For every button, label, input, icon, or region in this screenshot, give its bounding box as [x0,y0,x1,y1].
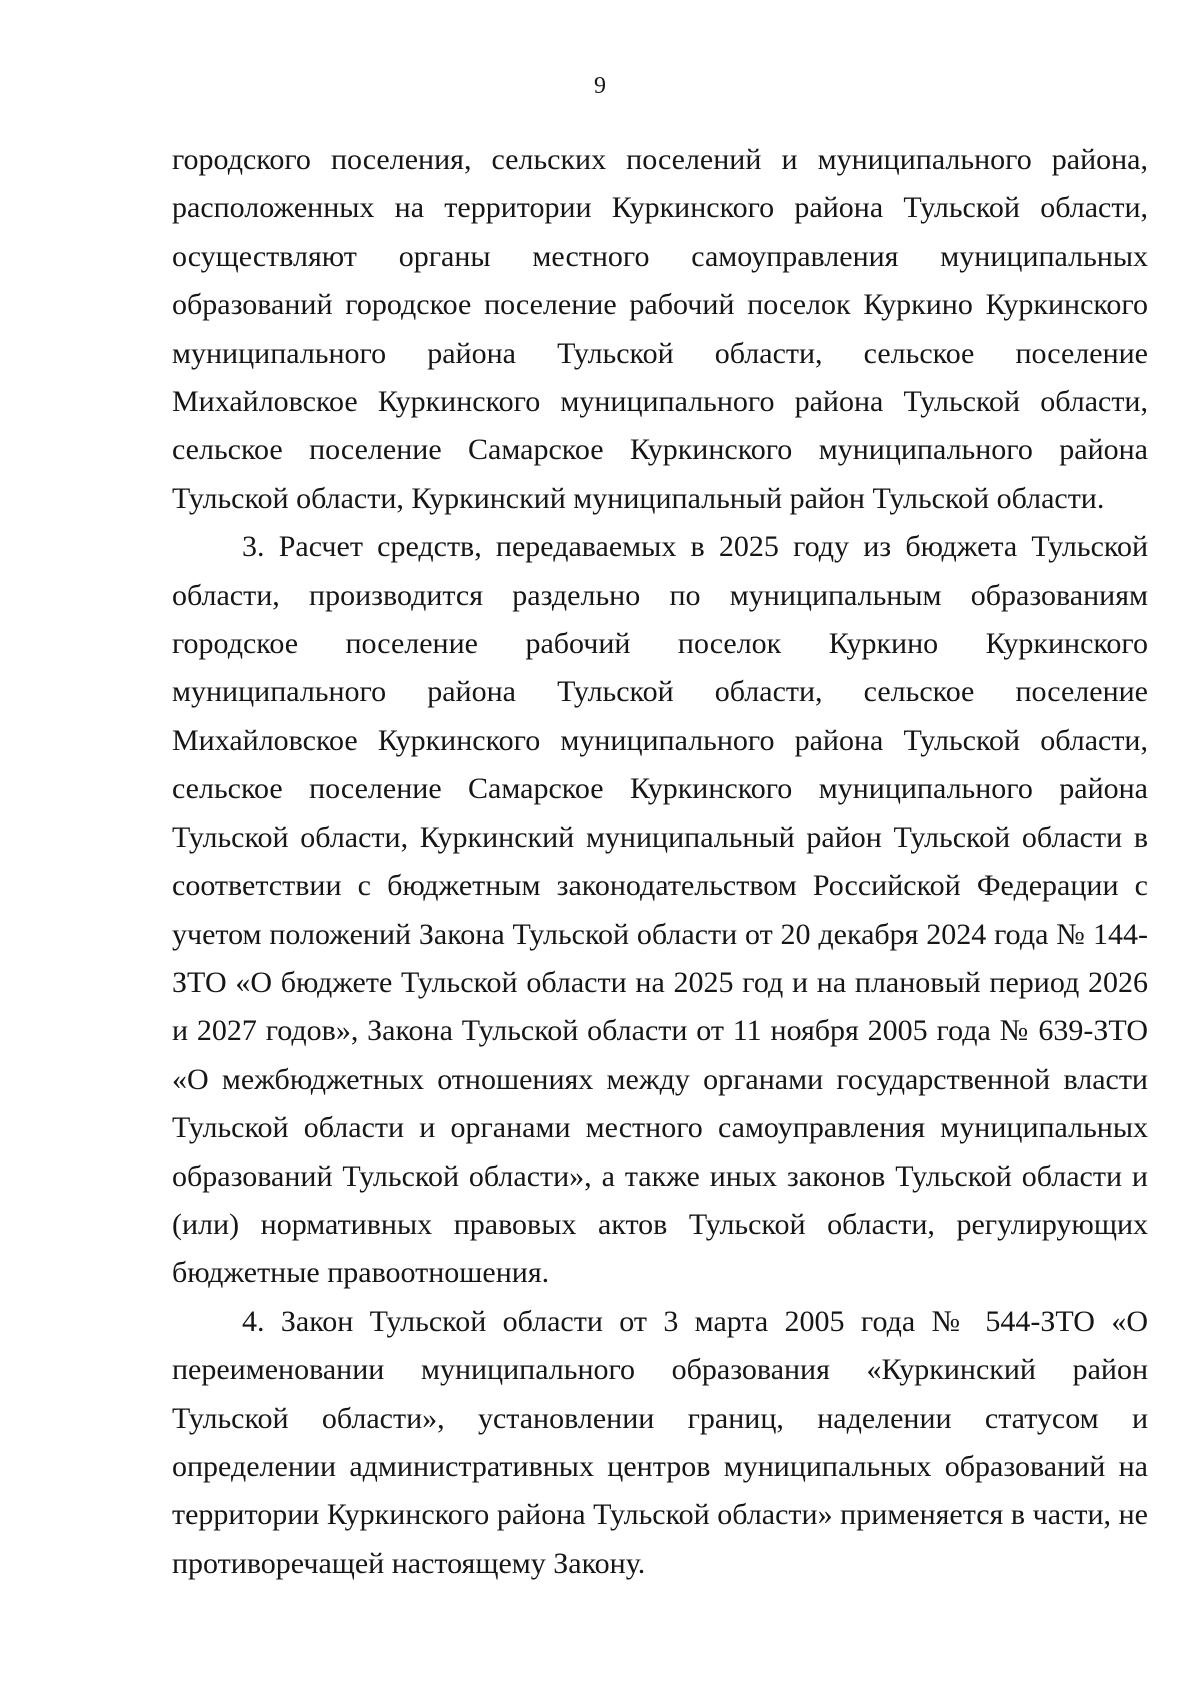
paragraph-continuation: городского поселения, сельских поселений и муниципального района, расположенных на территории Куркинского района Тульской области, осуществляют органы местного самоуправления муниципальных образований городское поселение рабочий поселок Куркино Куркинского муниципального района Тульской области, сельское поселение Михайловское Куркинского муниципального района Тульской области, сельское поселение Самарское Куркинского муниципального района Тульской области, Куркинский муниципальный район Тульской области. [172,143,1148,515]
paragraph-item-4: 4. Закон Тульской области от 3 марта 2005 года № 544-ЗТО «О переименовании муниципального образования «Куркинский район Тульской области», установлении границ, наделении статусом и определении административных центров муниципальных образований на территории Куркинского района Тульской области» применяется в части, не противоречащей настоящему Закону. [172,1304,1148,1580]
paragraph-item-3: 3. Расчет средств, передаваемых в 2025 году из бюджета Тульской области, производится раздельно по муниципальным образованиям городское поселение рабочий поселок Куркино Куркинского муниципального района Тульской области, сельское поселение Михайловское Куркинского муниципального района Тульской области, сельское поселение Самарское Куркинского муниципального района Тульской области, Куркинский муниципальный район Тульской области в соответствии с бюджетным законодательством Российской Федерации с учетом положений Закона Тульской области от 20 декабря 2024 года № 144-ЗТО «О бюджете Тульской области на 2025 год и на плановый период 2026 и 2027 годов», Закона Тульской области от 11 ноября 2005 года № 639-ЗТО «О межбюджетных отношениях между органами государственной власти Тульской области и органами местного самоуправления муниципальных образований Тульской области», а также иных законов Тульской области и (или) нормативных правовых актов Тульской области, регулирующих бюджетные правоотношения. [172,530,1148,1290]
document-body [172,136,1148,1588]
page-number: 9 [594,73,606,99]
